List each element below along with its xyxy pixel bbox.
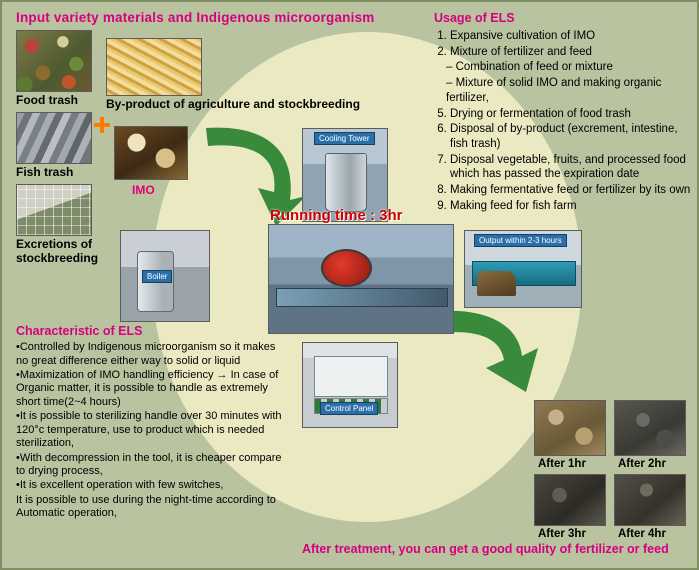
photo-byproduct <box>106 38 202 96</box>
usage-subitem: – Combination of feed or mixture <box>446 61 613 74</box>
photo-after-2hr <box>614 400 686 456</box>
characteristics-panel <box>16 324 284 522</box>
label-byproduct: By-product of agriculture and stockbreeding <box>106 97 361 111</box>
characteristics-line: •Maximization of IMO handling efficiency → In case of Organic matter, it is possible to handle as extremely short time(2~4 hours) <box>16 369 279 408</box>
caption-output: Output within 2-3 hours <box>474 234 567 247</box>
characteristics-line: •Controlled by Indigenous microorganism so it makes no great difference either way to solid or liquid <box>16 341 276 367</box>
usage-item: 1. Expansive cultivation of IMO <box>450 29 696 44</box>
usage-item: 7. Disposal vegetable, fruits, and processed food which has passed the expiration date <box>450 153 696 182</box>
photo-fish-trash <box>16 112 92 164</box>
characteristics-line: •With decompression in the tool, it is cheaper compare to drying process, <box>16 451 282 477</box>
photo-after-3hr <box>534 474 606 526</box>
footer-text: After treatment, you can get a good quality of fertilizer or feed <box>302 542 669 556</box>
running-time-label: Running time : 3hr <box>270 207 403 224</box>
usage-item: 2. Mixture of fertilizer and feed <box>450 45 696 60</box>
caption-control-panel: Control Panel <box>320 402 378 415</box>
characteristics-title: Characteristic of ELS <box>16 324 143 338</box>
label-imo: IMO <box>132 183 155 197</box>
usage-item: 9. Making feed for fish farm <box>450 199 696 214</box>
photo-control-panel <box>302 342 398 428</box>
photo-excretions <box>16 184 92 236</box>
caption-boiler: Boiler <box>142 270 172 283</box>
caption-after-2hr: After 2hr <box>618 458 666 470</box>
usage-title: Usage of ELS <box>434 11 515 25</box>
characteristics-line: It is possible to use during the night-time according to Automatic operation, <box>16 493 276 520</box>
label-food-trash: Food trash <box>16 93 78 107</box>
characteristics-line: •It is excellent operation with few switches, <box>16 479 224 492</box>
photo-main-machine <box>268 224 454 334</box>
usage-item: 5. Drying or fermentation of food trash <box>450 107 696 122</box>
plus-icon <box>94 117 110 133</box>
caption-after-4hr: After 4hr <box>618 528 666 540</box>
label-excretions: Excretions of stockbreeding <box>16 237 99 265</box>
characteristics-line: •It is possible to sterilizing handle over 30 minutes with 120°c temperature, use to product which is needed sterilization, <box>16 410 282 450</box>
label-fish-trash: Fish trash <box>16 165 74 179</box>
photo-after-4hr <box>614 474 686 526</box>
caption-after-3hr: After 3hr <box>538 528 586 540</box>
usage-panel <box>434 10 696 215</box>
page-title: Input variety materials and Indigenous microorganism <box>16 10 375 25</box>
caption-after-1hr: After 1hr <box>538 458 586 470</box>
caption-cooling-tower: Cooling Tower <box>314 132 375 145</box>
usage-item: 6. Disposal of by-product (excrement, intestine, fish trash) <box>450 122 696 151</box>
photo-food-trash <box>16 30 92 92</box>
usage-subitem: – Mixture of solid IMO and making organic fertilizer, <box>446 77 662 104</box>
usage-item: 8. Making fermentative feed or fertilizer by its own <box>450 183 696 198</box>
photo-imo <box>114 126 188 180</box>
usage-list <box>434 29 696 214</box>
photo-after-1hr <box>534 400 606 456</box>
